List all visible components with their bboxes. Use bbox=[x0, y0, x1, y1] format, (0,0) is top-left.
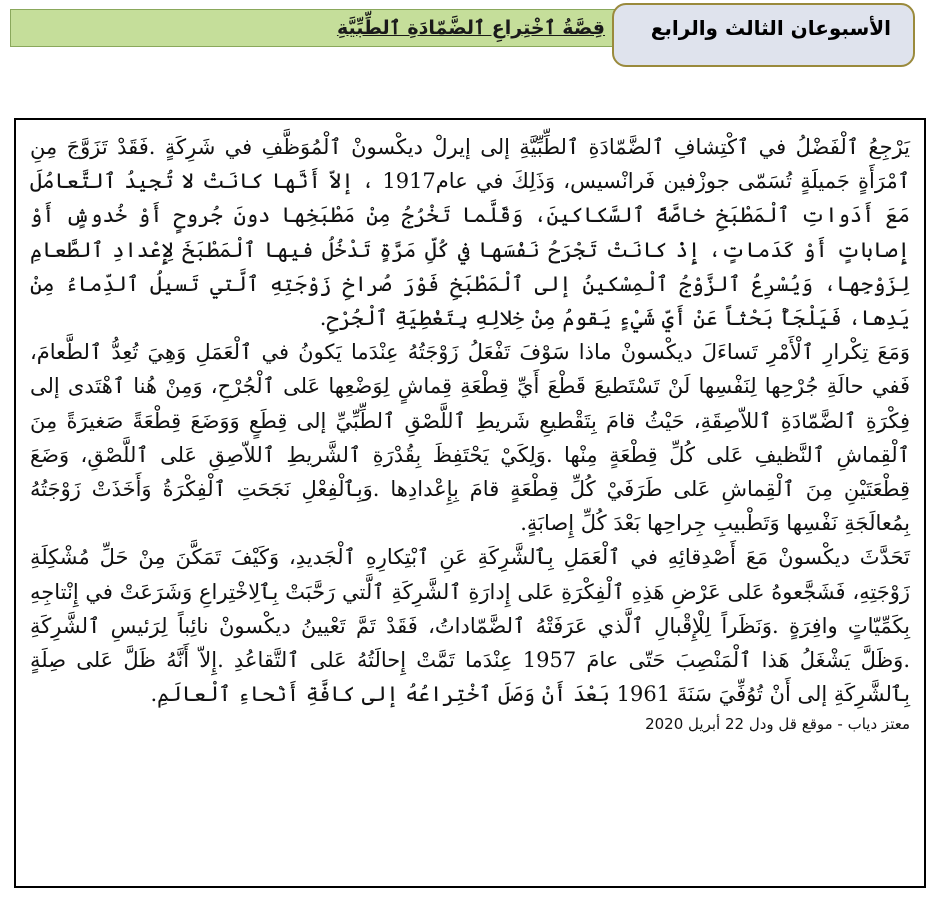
story-title: قِصَّةُ ٱخْتِراعِ ٱلضَّمّادَةِ ٱلطِّبِّيَّةِ bbox=[336, 17, 605, 39]
story-paragraph-2: وَمَعَ تِكْرارِ ٱلْأَمْرِ تَساءَلَ ديكْسونْ ماذا سَوْفَ تَفْعَلُ زَوْجَتُهُ عِنْدَما يَكونُ في ٱلْعَمَلِ وَهِيَ تُعِدُّ ٱلطَّعامَ، فَفي حالَةِ جُرْحِها لِنَفْسِها لَنْ تَسْتَطيعَ قَطْعَ أَيِّ قِطْعَةِ قِماشٍ لِوَضْعِها عَلى ٱلْجُرْحِ، وَمِنْ هُنا ٱهْتَدى إلى فِكْرَةِ ٱلضَّمّادَةِ ٱللاّصِقَةِ، حَيْثُ قامَ بِتَقْطيعِ شَريطِ ٱللَّصْقِ ٱلطِّبِّيِّ إلى قِطَعٍ وَوَضَعَ قِطْعَةً صَغيرَةً مِنَ ٱلْقِماشِ ٱلنَّظيفِ عَلى كُلِّ قِطْعَةٍ مِنْها .وَلِكَيْ يَحْتَفِظَ بِقُدْرَةِ ٱلشَّريطِ ٱللاّصِقِ عَلى ٱللَّصْقِ، وَضَعَ قِطْعَتَيْنِ مِنَ ٱلْقِماشِ عَلى طَرَفَيْ كُلِّ قِطْعَةٍ قامَ بِإِعْدادِها .وَبِٱلْفِعْلِ نَجَحَتِ ٱلْفِكْرَةُ وَأَخَذَتْ زَوْجَتُهُ بِمُعالَجَةِ نَفْسِها وَتَطْبيبِ جِراحِها بَعْدَ كُلِّ إِصابَةٍ. bbox=[30, 340, 910, 536]
week-label-tab bbox=[612, 3, 915, 67]
story-paragraph-3: تَحَدَّثَ ديكْسونْ مَعَ أَصْدِقائِهِ في ٱلْعَمَلِ بِٱلشَّرِكَةِ عَنِ ٱبْتِكارِهِ ٱلْجَديدِ، وَكَيْفَ تَمَكَّنَ مِنْ حَلِّ مُشْكِلَةِ زَوْجَتِهِ، فَشَجَّعوهُ عَلى عَرْضِ هَذِهِ ٱلْفِكْرَةِ عَلى إِدارَةِ ٱلشَّرِكَةِ ٱلَّتي رَحَّبَتْ بِٱلِاخْتِراعِ وَشَرَعَتْ في إِنْتاجِهِ بِكَمِّيّاتٍ وافِرَةٍ .وَنَظَراً لِلْإِقْبالِ ٱلَّذي عَرَفَتْهُ ٱلضَّمّاداتُ، فَقَدْ تَمَّ تَعْيينُ ديكْسونْ نائِباً لِرَئيسِ ٱلشَّرِكَةِ .وَظَلَّ يَشْغَلُ هَذا ٱلْمَنْصِبَ حَتّى عامَ 1957 عِنْدَما تَمَّتْ إِحالَتُهُ عَلى ٱلتَّقاعُدِ .إِلاّ أَنَّهُ ظَلَّ عَلى صِلَةٍ بِٱلشَّرِكَةِ إلى أَنْ تُوُفِّيَ سَنَةَ 1961 بَعْدَ أَنْ وَصَلَ ٱخْتِراعُهُ إلى كافَّةِ أَنْحاءِ ٱلْعالَمِ. bbox=[30, 545, 911, 707]
week-label: الأسبوعان الثالث والرابع bbox=[650, 16, 891, 40]
story-paragraph-1: يَرْجِعُ ٱلْفَضْلُ في ٱكْتِشافِ ٱلضَّمّادَةِ ٱلطِّبِّيَّةِ إلى إيرلْ ديكْسونْ ٱلْمُوَظَّفِ في شَرِكَةٍ .فَقَدْ تَزَوَّجَ مِنِ ٱمْرَأَةٍ جَميلَةٍ تُسَمّى جوزْفين فَرانْسيس، وَذَلِكَ في عام1917 ، إلاّ أَنَّها كانَتْ لا تُجيدُ ٱلتَّعامُلَ مَعَ أَدَواتِ ٱلْمَطْبَخِ خاصَّةً ٱلسَّكاكينَ، وَقَلَّما تَخْرُجُ مِنْ مَطْبَخِها دونَ جُروحٍ أَوْ خُدوشٍ أَوْ إِصاباتٍ أَوْ كَدَماتٍ، إِذْ كانَتْ تَجْرَحُ نَفْسَها في كُلِّ مَرَّةٍ تَدْخُلُ فيها ٱلْمَطْبَخَ لِإِعْدادِ ٱلطَّعامِ لِزَوْجِها، وَيُسْرِعُ ٱلزَّوْجُ ٱلْمِسْكينُ إلى ٱلْمَطْبَخِ فَوْرَ صُراخِ زَوْجَتِهِ ٱلَّتي تَسيلُ ٱلدِّماءُ مِنْ يَدِها، فَيَلْجَأُ بَحْثاً عَنْ أَيِّ شَيْءٍ يَقومُ مِنْ خِلالِهِ بِتَغْطِيَةِ ٱلْجُرْحِ. bbox=[30, 135, 911, 331]
source-credit: معتز دياب - موقع قل ودل 22 أبريل 2020 bbox=[645, 715, 910, 734]
title-banner bbox=[10, 9, 620, 47]
story-text-box bbox=[14, 118, 926, 888]
